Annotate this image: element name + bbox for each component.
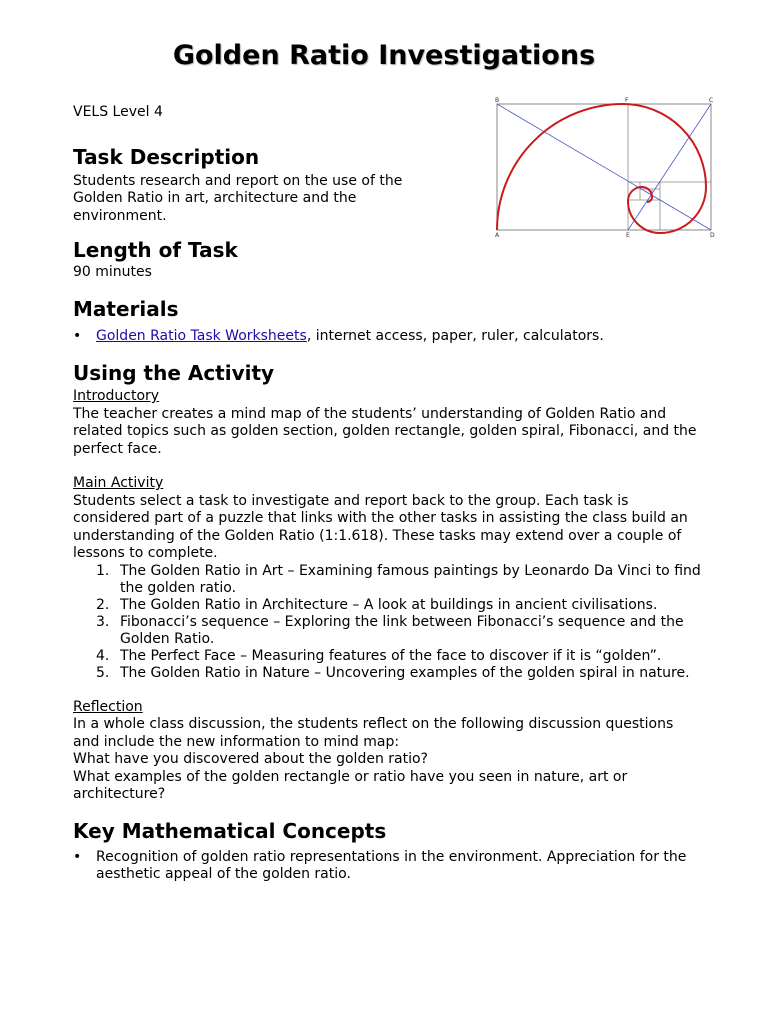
- page-title: Golden Ratio Investigations: [172, 40, 596, 71]
- worksheets-link[interactable]: Golden Ratio Task Worksheets: [96, 327, 307, 344]
- list-number: 4.: [96, 647, 110, 664]
- label-b: B: [495, 97, 500, 104]
- list-number: 1.: [96, 562, 110, 579]
- reflection-text: In a whole class discussion, the students reflect on the following discussion questions and include the new information to mind map:: [73, 716, 674, 750]
- length-heading: Length of Task: [73, 238, 238, 262]
- materials-heading: Materials: [73, 296, 179, 321]
- list-item: [73, 648, 703, 665]
- task-description-text: Students research and report on the use of the Golden Ratio in art, architecture and the environment.: [73, 172, 403, 224]
- list-text: The Golden Ratio in Architecture – A look at buildings in ancient civilisations.: [120, 596, 658, 613]
- document-body: [73, 104, 703, 884]
- label-d: D: [710, 232, 715, 238]
- list-text: The Golden Ratio in Art – Examining famous paintings by Leonardo Da Vinci to find the golden ratio.: [120, 562, 701, 596]
- materials-rest: , internet access, paper, ruler, calculators.: [306, 327, 604, 344]
- reflection-label: Reflection: [73, 698, 143, 715]
- length-text: 90 minutes: [73, 264, 152, 280]
- introductory-text: The teacher creates a mind map of the students’ understanding of Golden Ratio and related topics such as golden section, golden rectangle, golden spiral, Fibonacci, and the perfect face.: [73, 405, 697, 457]
- label-e: E: [626, 232, 630, 238]
- main-activity-text: Students select a task to investigate and report back to the group. Each task is considered part of a puzzle that links with the other tasks in assisting the class build an understanding of the Golden Ratio (1:1.618). These tasks may extend over a couple of lessons to complete.: [73, 492, 688, 561]
- bullet: •: [73, 848, 82, 865]
- list-item: [73, 665, 703, 682]
- introductory-label: Introductory: [73, 388, 160, 404]
- label-c: C: [709, 97, 714, 104]
- list-item: [73, 849, 703, 884]
- reflection-question-1: What have you discovered about the golden ratio?: [73, 751, 428, 767]
- list-number: 3.: [96, 613, 110, 630]
- list-number: 2.: [96, 596, 110, 613]
- list-item: [73, 563, 703, 597]
- task-description-heading: Task Description: [73, 144, 260, 169]
- list-text: The Golden Ratio in Nature – Uncovering examples of the golden spiral in nature.: [120, 664, 690, 681]
- vels-level: VELS Level 4: [73, 104, 163, 120]
- materials-list: [73, 328, 703, 346]
- using-activity-heading: Using the Activity: [73, 361, 275, 385]
- list-number: 5.: [96, 664, 110, 681]
- list-item: [73, 614, 703, 648]
- list-item: [73, 328, 703, 346]
- task-list: [73, 563, 703, 682]
- reflection-question-2: What examples of the golden rectangle or ratio have you seen in nature, art or architecture?: [73, 768, 628, 802]
- main-activity-label: Main Activity: [73, 475, 164, 491]
- key-concepts-text: Recognition of golden ratio representations in the environment. Appreciation for the aesthetic appeal of the golden ratio.: [96, 848, 687, 882]
- list-item: [73, 597, 703, 614]
- label-f: F: [625, 97, 629, 104]
- key-concepts-heading: Key Mathematical Concepts: [73, 818, 387, 843]
- list-text: Fibonacci’s sequence – Exploring the link between Fibonacci’s sequence and the Golden Ratio.: [120, 613, 684, 647]
- bullet: •: [73, 327, 82, 344]
- label-a: A: [495, 232, 500, 238]
- key-concepts-list: [73, 849, 703, 884]
- list-text: The Perfect Face – Measuring features of the face to discover if it is “golden”.: [120, 647, 662, 664]
